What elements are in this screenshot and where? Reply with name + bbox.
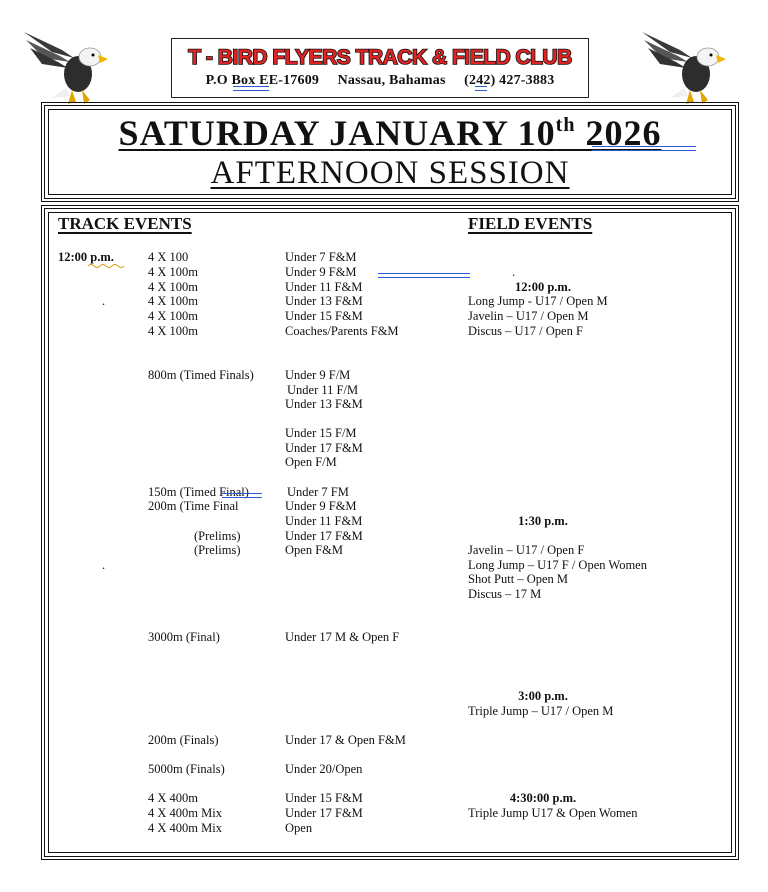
stray-dot: .: [102, 558, 106, 572]
field-event: Discus – 17 M: [468, 587, 542, 601]
event-date: SATURDAY JANUARY 10th 2026: [118, 113, 662, 153]
track-event: 800m (Timed Finals): [148, 368, 254, 382]
track-division: Under 17 F&M: [285, 441, 363, 455]
track-event: 200m (Finals): [148, 733, 219, 747]
stray-dot: .: [102, 294, 106, 308]
field-time: 12:00 p.m.: [515, 280, 571, 294]
schedule-box: [41, 205, 739, 860]
track-event: 4 X 100m: [148, 280, 198, 294]
field-event: Discus – U17 / Open F: [468, 324, 583, 338]
track-division: Under 9 F/M: [285, 368, 351, 382]
track-division: Under 9 F&M: [285, 265, 357, 279]
track-division: Under 7 F&M: [285, 250, 357, 264]
track-event: 4 X 100m: [148, 265, 198, 279]
spellcheck-mark: [222, 493, 262, 498]
track-division: Under 17 F&M: [285, 529, 363, 543]
track-division: Under 11 F/M: [287, 383, 359, 397]
track-event: 4 X 100m: [148, 294, 198, 308]
track-division: Under 13 F&M: [285, 397, 363, 411]
track-division: Open: [285, 821, 313, 835]
track-division: Under 7 FM: [287, 485, 349, 499]
stray-dot: .: [512, 265, 516, 279]
spellcheck-mark: [475, 86, 487, 91]
track-event: 4 X 100m: [148, 324, 198, 338]
spellcheck-mark: [378, 273, 470, 278]
track-event: 3000m (Final): [148, 630, 220, 644]
track-event: 4 X 100m: [148, 309, 198, 323]
track-division: Open F/M: [285, 455, 337, 469]
track-division: Under 17 & Open F&M: [285, 733, 406, 747]
track-event: 4 X 400m Mix: [148, 806, 222, 820]
field-time: 3:00 p.m.: [518, 689, 568, 703]
track-event: 200m (Time Final: [148, 499, 239, 513]
track-event: 4 X 400m Mix: [148, 821, 222, 835]
track-event: 4 X 100: [148, 250, 189, 264]
track-division: Under 17 F&M: [285, 806, 363, 820]
eagle-icon: [22, 24, 112, 106]
spellcheck-mark: [233, 86, 269, 91]
spellcheck-mark: [88, 264, 124, 268]
field-time: 1:30 p.m.: [518, 514, 568, 528]
field-event: Javelin – U17 / Open F: [468, 543, 585, 557]
club-address: P.O Box EE-17609: [205, 73, 320, 88]
field-event: Shot Putt – Open M: [468, 572, 569, 586]
track-division: Under 11 F&M: [285, 280, 363, 294]
field-event: Javelin – U17 / Open M: [468, 309, 589, 323]
track-start-time: 12:00 p.m.: [58, 250, 114, 264]
title-box: [41, 102, 739, 202]
track-event: 4 X 400m: [148, 791, 198, 805]
track-division: Under 20/Open: [285, 762, 363, 776]
track-division: Under 15 F&M: [285, 309, 363, 323]
session-title: AFTERNOON SESSION: [210, 154, 570, 191]
field-event: Long Jump - U17 / Open M: [468, 294, 608, 308]
track-division: Under 9 F&M: [285, 499, 357, 513]
field-events-heading: FIELD EVENTS: [468, 214, 593, 233]
track-division: Under 17 M & Open F: [285, 630, 400, 644]
field-event: Long Jump – U17 F / Open Women: [468, 558, 647, 572]
track-division: Open F&M: [285, 543, 343, 557]
field-event: Triple Jump – U17 / Open M: [468, 704, 614, 718]
track-event: 150m (Timed Final): [148, 485, 249, 499]
club-city: Nassau, Bahamas: [337, 73, 446, 88]
field-time: 4:30:00 p.m.: [509, 791, 577, 805]
track-events-heading: TRACK EVENTS: [58, 214, 192, 233]
club-phone: (242) 427-3883: [464, 73, 555, 88]
track-event: 5000m (Finals): [148, 762, 225, 776]
track-division: Under 15 F/M: [285, 426, 357, 440]
spellcheck-mark: [592, 146, 696, 151]
track-event: (Prelims): [194, 543, 241, 557]
track-division: Under 11 F&M: [285, 514, 363, 528]
club-name: T - BIRD FLYERS TRACK & FIELD CLUB: [188, 46, 572, 69]
field-event: Triple Jump U17 & Open Women: [468, 806, 638, 820]
track-division: Under 13 F&M: [285, 294, 363, 308]
track-division: Under 15 F&M: [285, 791, 363, 805]
eagle-icon: [640, 24, 730, 106]
track-event: (Prelims): [194, 529, 241, 543]
track-division: Coaches/Parents F&M: [285, 324, 399, 338]
